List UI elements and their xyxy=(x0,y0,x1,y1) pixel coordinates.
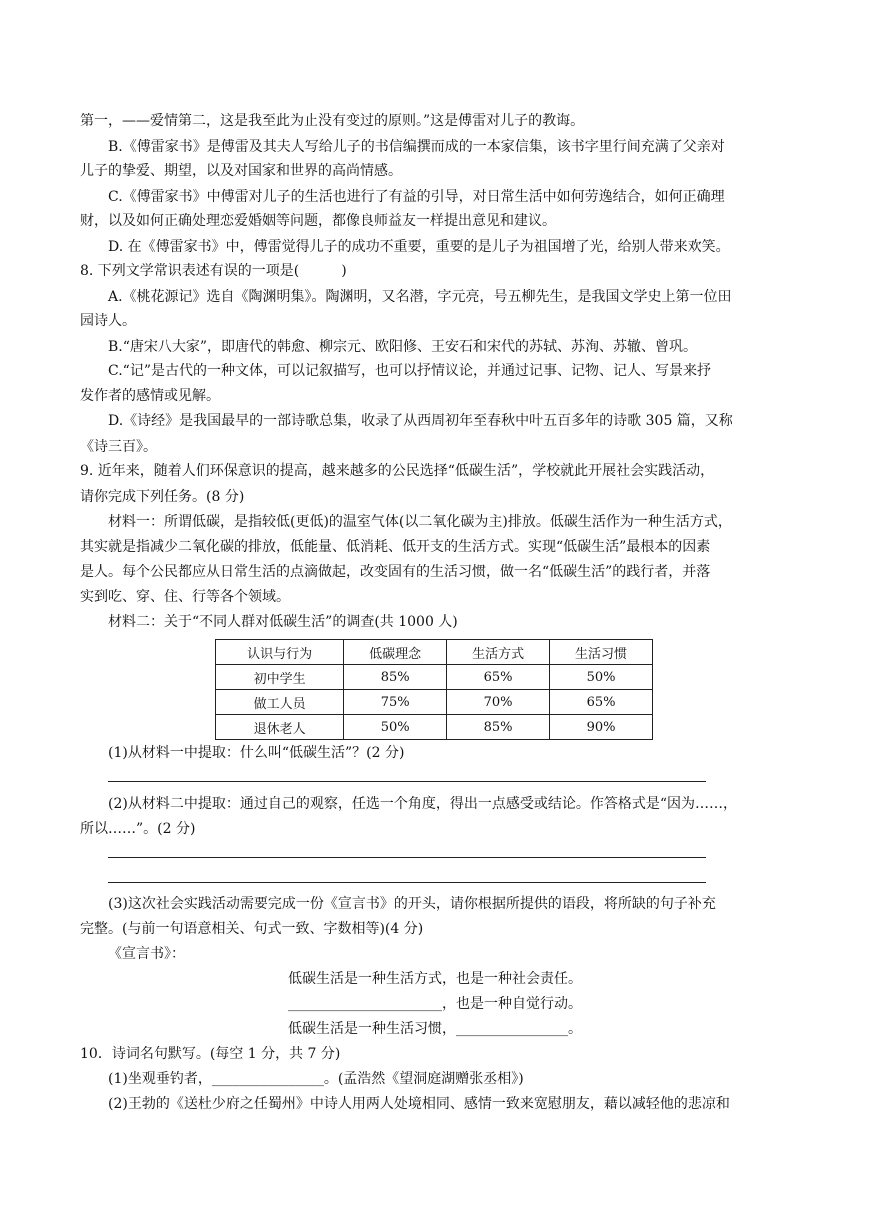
answer-line[interactable] xyxy=(108,882,706,883)
option-b-line: 儿子的挚爱、期望，以及对国家和世界的高尚情感。 xyxy=(80,163,402,179)
table-header: 认识与行为 xyxy=(216,640,344,665)
material-1: 其实就是指减少二氧化碳的排放，低能量、低消耗、低开支的生活方式。实现“低碳生活”最根本的因素 xyxy=(80,539,711,555)
material-2: 材料二：关于“不同人群对低碳生活”的调查(共 1000 人) xyxy=(108,614,458,630)
answer-line[interactable] xyxy=(108,781,706,782)
table-row xyxy=(216,665,653,690)
table-header: 生活习惯 xyxy=(550,640,653,665)
question-9-stem: 请你完成下列任务。(8 分) xyxy=(80,489,245,505)
text-line: 第一，——爱情第二，这是我至此为止没有变过的原则。”这是傅雷对儿子的教诲。 xyxy=(80,113,585,129)
q8-option-a: 园诗人。 xyxy=(80,313,136,329)
material-1: 是人。每个公民都应从日常生活的点滴做起，改变固有的生活习惯，做一名“低碳生活”的践行者，并落 xyxy=(80,564,711,580)
sub-question-2: 所以……”。(2 分) xyxy=(80,821,196,837)
table-header-row xyxy=(216,640,653,665)
option-b-line: B.《傅雷家书》是傅雷及其夫人写给儿子的书信编撰而成的一本家信集，该书字里行间充满了父亲对 xyxy=(108,139,725,155)
table-cell: 85% xyxy=(447,715,550,740)
table-header: 低碳理念 xyxy=(344,640,447,665)
table-row xyxy=(216,715,653,740)
q8-option-d: 《诗三百》。 xyxy=(80,439,157,455)
declaration-label: 《宣言书》： xyxy=(108,946,185,962)
question-8-stem: 8. 下列文学常识表述有误的一项是( ) xyxy=(80,263,347,279)
q8-option-a: A.《桃花源记》选自《陶渊明集》。陶渊明，又名潜，字元亮，号五柳先生，是我国文学史上第一位田 xyxy=(108,289,732,305)
option-c-line: C.《傅雷家书》中傅雷对儿子的生活也进行了有益的引导，对日常生活中如何劳逸结合，如何正确理 xyxy=(108,189,725,205)
table-cell: 退休老人 xyxy=(216,715,344,740)
q8-option-c: C.“记”是古代的一种文体，可以记叙描写，也可以抒情议论，并通过记事、记物、记人、写景来抒 xyxy=(108,363,711,379)
table-cell: 50% xyxy=(344,715,447,740)
material-1: 材料一：所谓低碳，是指较低(更低)的温室气体(以二氧化碳为主)排放。低碳生活作为一种生活方式， xyxy=(108,514,732,530)
table-cell: 75% xyxy=(344,690,447,715)
table-cell: 90% xyxy=(550,715,653,740)
q10-item-1[interactable]: (1)坐观垂钓者，________________。(孟浩然《望洞庭湖赠张丞相》) xyxy=(108,1071,524,1087)
sub-question-3: 完整。(与前一句语意相关、句式一致、字数相等)(4 分) xyxy=(80,921,424,937)
option-c-line: 财，以及如何正确处理恋爱婚姻等问题，都像良师益友一样提出意见和建议。 xyxy=(80,213,556,229)
sub-question-3: (3)这次社会实践活动需要完成一份《宣言书》的开头，请你根据所提供的语段，将所缺的句子补充 xyxy=(108,896,716,912)
sub-question-1: (1)从材料一中提取：什么叫“低碳生活”？(2 分) xyxy=(108,745,405,761)
declaration-fill-line[interactable]: 低碳生活是一种生活习惯，________________。 xyxy=(288,1021,582,1037)
answer-line[interactable] xyxy=(108,857,706,858)
question-9-stem: 9. 近年来，随着人们环保意识的提高，越来越多的公民选择“低碳生活”，学校就此开展社会实践活动， xyxy=(80,463,715,479)
table-cell: 85% xyxy=(344,665,447,690)
declaration-line: 低碳生活是一种生活方式，也是一种社会责任。 xyxy=(288,971,582,987)
declaration-fill-line[interactable]: ______________________，也是一种自觉行动。 xyxy=(288,996,582,1012)
question-10-stem: 10．诗词名句默写。(每空 1 分，共 7 分) xyxy=(80,1046,341,1062)
table-row xyxy=(216,690,653,715)
q8-option-d: D.《诗经》是我国最早的一部诗歌总集，收录了从西周初年至春秋中叶五百多年的诗歌 305 篇，又称 xyxy=(108,413,733,429)
option-d-line: D. 在《傅雷家书》中，傅雷觉得儿子的成功不重要，重要的是儿子为祖国增了光，给别人带来欢笑。 xyxy=(108,239,730,255)
table-cell: 70% xyxy=(447,690,550,715)
table-cell: 初中学生 xyxy=(216,665,344,690)
table-cell: 做工人员 xyxy=(216,690,344,715)
q10-item-2: (2)王勃的《送杜少府之任蜀州》中诗人用两人处境相同、感情一致来宽慰朋友，藉以减轻他的悲凉和 xyxy=(108,1096,730,1112)
sub-question-2: (2)从材料二中提取：通过自己的观察，任选一个角度，得出一点感受或结论。作答格式是“因为……， xyxy=(108,796,737,812)
q8-option-c: 发作者的感情或见解。 xyxy=(80,388,220,404)
survey-table xyxy=(215,639,653,740)
q8-option-b: B.“唐宋八大家”，即唐代的韩愈、柳宗元、欧阳修、王安石和宋代的苏轼、苏洵、苏辙、曾巩。 xyxy=(108,339,698,355)
table-header: 生活方式 xyxy=(447,640,550,665)
material-1: 实到吃、穿、住、行等各个领域。 xyxy=(80,589,290,605)
table-cell: 65% xyxy=(550,690,653,715)
table-cell: 65% xyxy=(447,665,550,690)
table-cell: 50% xyxy=(550,665,653,690)
